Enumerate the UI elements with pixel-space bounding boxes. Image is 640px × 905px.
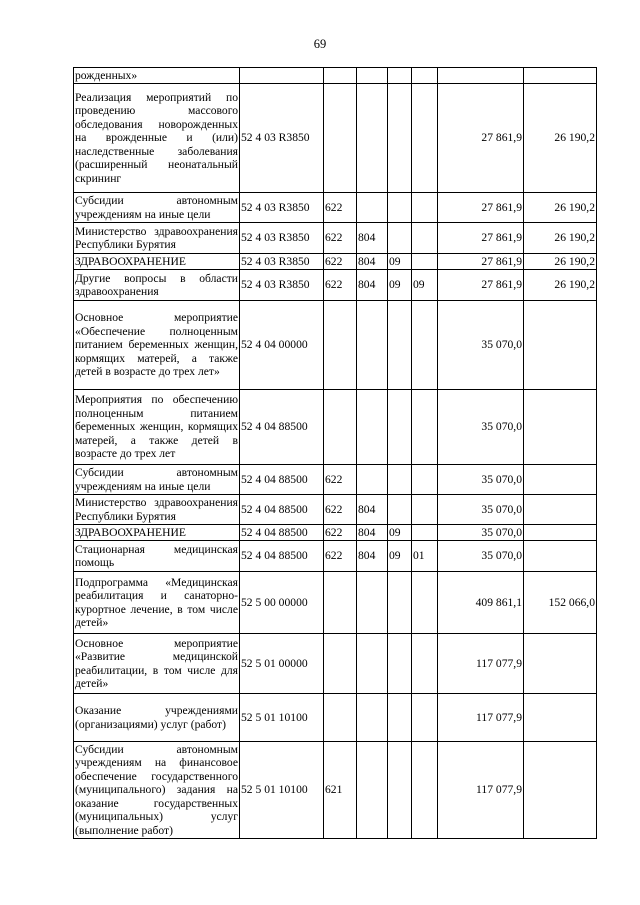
table-row [74,541,597,572]
row-name: Другие вопросы в области здравоохранения [74,270,240,301]
section-code [388,634,412,694]
amount-1: 27 861,9 [438,270,524,301]
target-article-code: 52 5 01 00000 [240,634,324,694]
amount-1: 409 861,1 [438,572,524,634]
amount-2 [524,541,597,572]
subsection-code [412,193,438,223]
expense-type-code: 622 [324,270,357,301]
expense-type-code [324,694,357,742]
amount-2: 26 190,2 [524,193,597,223]
expense-type-code: 622 [324,223,357,254]
row-name: Стационарная медицинская помощь [74,541,240,572]
table-row [74,525,597,541]
department-code [357,84,388,193]
row-name: Оказание учреждениями (организациями) услуг (работ) [74,694,240,742]
section-code [388,301,412,390]
row-name: Субсидии автономным учреждениям на иные цели [75,194,238,221]
department-code [357,634,388,694]
section-code: 09 [388,270,412,301]
subsection-code [412,694,438,742]
department-code: 804 [357,541,388,572]
department-code [357,465,388,495]
table-row [74,68,597,84]
amount-2: 152 066,0 [524,572,597,634]
department-code [357,301,388,390]
amount-1: 117 077,9 [438,634,524,694]
table-body [74,68,597,839]
amount-2 [524,301,597,390]
section-code [388,742,412,839]
budget-table [73,67,597,839]
row-name: ЗДРАВООХРАНЕНИЕ [74,254,240,270]
row-name: Основное мероприятие «Обеспечение полноценным питанием беременных женщин, кормящих матерей, а также детей в возрасте до трех лет» [74,301,240,390]
amount-1: 35 070,0 [438,390,524,465]
row-name: Субсидии автономным учреждениям на финансовое обеспечение государственного (муниципального) задания на оказание государственных (муниципальных) услуг (выполнение работ) [75,743,238,837]
target-article-code: 52 4 03 R3850 [240,193,324,223]
expense-type-code [324,572,357,634]
department-code [357,68,388,84]
subsection-code [412,254,438,270]
target-article-code: 52 4 04 88500 [240,390,324,465]
row-name: Министерство здравоохранения Республики Бурятия [74,223,240,254]
expense-type-code: 622 [324,254,357,270]
amount-1: 27 861,9 [438,84,524,193]
department-code: 804 [357,270,388,301]
department-code [357,694,388,742]
target-article-code: 52 4 04 88500 [240,541,324,572]
expense-type-code: 622 [324,541,357,572]
amount-2 [524,465,597,495]
amount-1: 35 070,0 [438,301,524,390]
section-code [388,84,412,193]
section-code [388,390,412,465]
amount-1: 117 077,9 [438,694,524,742]
amount-1: 35 070,0 [438,541,524,572]
target-article-code: 52 4 04 88500 [240,495,324,525]
subsection-code: 01 [412,541,438,572]
subsection-code [412,525,438,541]
amount-1: 35 070,0 [438,495,524,525]
department-code [357,193,388,223]
table-row [74,301,597,390]
section-code [388,223,412,254]
section-code [388,495,412,525]
table-row [74,572,597,634]
subsection-code [412,84,438,193]
section-code [388,193,412,223]
table-row [74,634,597,694]
target-article-code: 52 4 04 88500 [240,465,324,495]
department-code: 804 [357,223,388,254]
expense-type-code [324,68,357,84]
section-code [388,68,412,84]
target-article-code: 52 5 00 00000 [240,572,324,634]
expense-type-code [324,301,357,390]
row-name: Реализация мероприятий по проведению массового обследования новорожденных на врожденные и (или) наследственные заболевания (расширенный неонатальный скрининг [74,84,240,193]
expense-type-code: 622 [324,193,357,223]
amount-1 [438,68,524,84]
expense-type-code [324,390,357,465]
subsection-code: 09 [412,270,438,301]
amount-1: 35 070,0 [438,465,524,495]
table-row [74,390,597,465]
amount-2: 26 190,2 [524,270,597,301]
row-name: рожденных» [74,68,240,84]
target-article-code: 52 4 03 R3850 [240,223,324,254]
row-name: Министерство здравоохранения Республики Бурятия [75,496,238,523]
row-name: Мероприятия по обеспечению полноценным питанием беременных женщин, кормящих матерей, а также детей в возрасте до трех лет [74,390,240,465]
expense-type-code: 622 [324,525,357,541]
table-row [74,465,597,495]
target-article-code: 52 4 04 88500 [240,525,324,541]
table-row [74,223,597,254]
department-code [357,742,388,839]
target-article-code: 52 4 03 R3850 [240,270,324,301]
row-name: Подпрограмма «Медицинская реабилитация и санаторно-курортное лечение, в том числе детей» [74,572,240,634]
department-code [357,572,388,634]
department-code [357,390,388,465]
target-article-code [240,68,324,84]
amount-1: 27 861,9 [438,193,524,223]
amount-2 [524,634,597,694]
amount-2 [524,390,597,465]
table-row [74,742,597,839]
amount-2: 26 190,2 [524,254,597,270]
target-article-code: 52 5 01 10100 [240,694,324,742]
expense-type-code: 621 [324,742,357,839]
table-row [74,254,597,270]
row-name: Субсидии автономным учреждениям на иные цели [75,466,238,493]
expense-type-code [324,634,357,694]
department-code: 804 [357,495,388,525]
section-code [388,694,412,742]
subsection-code [412,223,438,254]
section-code: 09 [388,541,412,572]
table-row [74,270,597,301]
page-number: 69 [313,37,327,51]
target-article-code: 52 4 03 R3850 [240,254,324,270]
amount-2: 26 190,2 [524,223,597,254]
amount-2 [524,495,597,525]
row-name: ЗДРАВООХРАНЕНИЕ [74,525,240,541]
subsection-code [412,465,438,495]
subsection-code [412,742,438,839]
section-code [388,465,412,495]
row-name: Основное мероприятие «Развитие медицинской реабилитации, в том числе для детей» [74,634,240,694]
subsection-code [412,634,438,694]
section-code [388,572,412,634]
target-article-code: 52 4 04 00000 [240,301,324,390]
table-row [74,84,597,193]
amount-2 [524,525,597,541]
department-code: 804 [357,525,388,541]
amount-1: 27 861,9 [438,254,524,270]
table-row [74,694,597,742]
amount-2: 26 190,2 [524,84,597,193]
amount-2 [524,694,597,742]
amount-1: 27 861,9 [438,223,524,254]
section-code: 09 [388,525,412,541]
table-row [74,495,597,525]
table-row [74,193,597,223]
expense-type-code: 622 [324,495,357,525]
target-article-code: 52 4 03 R3850 [240,84,324,193]
subsection-code [412,495,438,525]
expense-type-code: 622 [324,465,357,495]
subsection-code [412,390,438,465]
amount-2 [524,68,597,84]
section-code: 09 [388,254,412,270]
target-article-code: 52 5 01 10100 [240,742,324,839]
subsection-code [412,68,438,84]
amount-1: 35 070,0 [438,525,524,541]
amount-2 [524,742,597,839]
department-code: 804 [357,254,388,270]
subsection-code [412,572,438,634]
subsection-code [412,301,438,390]
amount-1: 117 077,9 [438,742,524,839]
expense-type-code [324,84,357,193]
